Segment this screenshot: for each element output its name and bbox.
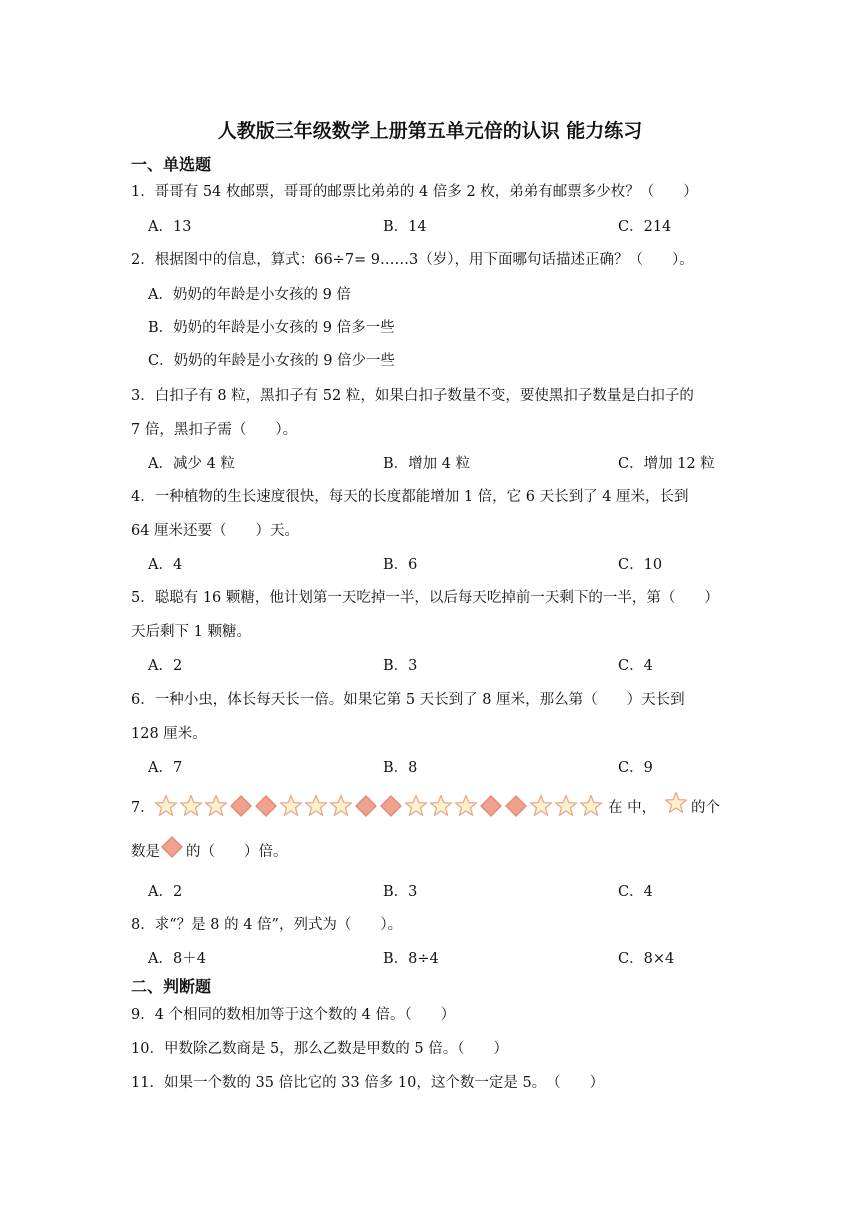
question-1-option-a: A．13 bbox=[148, 219, 192, 235]
question-5-option-c: C．4 bbox=[618, 658, 653, 674]
question-2-option-b: B．奶奶的年龄是小女孩的 9 倍多一些 bbox=[148, 320, 395, 336]
question-5-option-a: A．2 bbox=[148, 658, 183, 674]
question-4-stem-line-1: 4．一种植物的生长速度很快，每天的长度都能增加 1 倍，它 6 天长到了 4 厘米，长到 bbox=[131, 489, 689, 505]
question-10-stem: 10．甲数除乙数商是 5，那么乙数是甲数的 5 倍。（ ） bbox=[131, 1041, 508, 1057]
question-11-stem: 11．如果一个数的 35 倍比它的 33 倍多 10，这个数一定是 5。 （ ） bbox=[131, 1075, 605, 1091]
diamond-icon bbox=[379, 794, 403, 818]
question-8-option-c: C．8×4 bbox=[618, 951, 675, 967]
question-7-number: 7． bbox=[131, 800, 155, 816]
question-7-ge-text: 的个 bbox=[691, 800, 720, 816]
question-3-stem-line-1: 3．白扣子有 8 粒，黑扣子有 52 粒，如果白扣子数量不变，要使黑扣子数量是白扣子的 bbox=[131, 388, 694, 404]
question-7-in-text: 在 中， bbox=[608, 800, 657, 816]
diamond-icon bbox=[354, 794, 378, 818]
diamond-icon bbox=[229, 794, 253, 818]
star-icon bbox=[404, 794, 428, 818]
question-1-option-c: C．214 bbox=[618, 219, 672, 235]
star-icon bbox=[179, 794, 203, 818]
question-6-option-b: B．8 bbox=[383, 760, 418, 776]
star-icon bbox=[554, 794, 578, 818]
star-icon bbox=[304, 794, 328, 818]
question-7-option-c: C．4 bbox=[618, 884, 653, 900]
star-icon bbox=[579, 794, 603, 818]
question-2-option-a: A．奶奶的年龄是小女孩的 9 倍 bbox=[148, 287, 351, 303]
question-7-shape-row bbox=[154, 794, 604, 818]
diamond-icon bbox=[479, 794, 503, 818]
section-heading-true-false: 二、判断题 bbox=[131, 977, 212, 996]
question-8-option-a: A．8＋4 bbox=[148, 951, 206, 967]
question-6-option-a: A．7 bbox=[148, 760, 183, 776]
star-icon bbox=[329, 794, 353, 818]
diamond-icon bbox=[504, 794, 528, 818]
star-icon bbox=[204, 794, 228, 818]
page-title: 人教版三年级数学上册第五单元倍的认识 能力练习 bbox=[217, 120, 643, 142]
star-icon bbox=[279, 794, 303, 818]
question-6-stem-line-2: 128 厘米。 bbox=[131, 726, 207, 742]
question-3-stem-line-2: 7 倍，黑扣子需（ ）。 bbox=[131, 422, 298, 438]
question-3-option-b: B．增加 4 粒 bbox=[383, 456, 471, 472]
question-4-stem-line-2: 64 厘米还要（ ）天。 bbox=[131, 523, 300, 539]
question-4-option-c: C．10 bbox=[618, 557, 663, 573]
section-heading-single-choice: 一、单选题 bbox=[131, 155, 212, 174]
question-7-line2-prefix: 数是 bbox=[131, 844, 160, 860]
question-3-option-c: C．增加 12 粒 bbox=[618, 456, 715, 472]
question-4-option-a: A．4 bbox=[148, 557, 183, 573]
question-5-stem-line-2: 天后剩下 1 颗糖。 bbox=[131, 624, 251, 640]
question-1-stem: 1．哥哥有 54 枚邮票，哥哥的邮票比弟弟的 4 倍多 2 枚，弟弟有邮票多少枚？（ ） bbox=[131, 184, 698, 200]
question-6-option-c: C．9 bbox=[618, 760, 653, 776]
star-icon bbox=[454, 794, 478, 818]
diamond-icon bbox=[254, 794, 278, 818]
star-icon bbox=[529, 794, 553, 818]
question-9-stem: 9．4 个相同的数相加等于这个数的 4 倍。（ ） bbox=[131, 1007, 456, 1023]
question-5-option-b: B．3 bbox=[383, 658, 418, 674]
question-7-option-a: A．2 bbox=[148, 884, 183, 900]
question-1-option-b: B．14 bbox=[383, 219, 427, 235]
question-4-option-b: B．6 bbox=[383, 557, 418, 573]
star-icon bbox=[154, 794, 178, 818]
star-icon bbox=[429, 794, 453, 818]
star-icon bbox=[664, 791, 688, 815]
question-2-option-c: C．奶奶的年龄是小女孩的 9 倍少一些 bbox=[148, 353, 396, 369]
question-8-stem: 8．求“？是 8 的 4 倍”，列式为（ ）。 bbox=[131, 917, 403, 933]
question-5-stem-line-1: 5．聪聪有 16 颗糖，他计划第一天吃掉一半，以后每天吃掉前一天剩下的一半，第（ ） bbox=[131, 590, 719, 606]
question-3-option-a: A．减少 4 粒 bbox=[148, 456, 235, 472]
question-7-option-b: B．3 bbox=[383, 884, 418, 900]
question-7-line2-suffix: 的（ ）倍。 bbox=[186, 844, 288, 860]
question-2-stem: 2．根据图中的信息，算式：66÷7= 9……3（岁），用下面哪句话描述正确？（ ）。 bbox=[131, 252, 694, 268]
question-6-stem-line-1: 6．一种小虫，体长每天长一倍。如果它第 5 天长到了 8 厘米，那么第（ ）天长到 bbox=[131, 692, 685, 708]
diamond-icon bbox=[160, 835, 184, 859]
question-8-option-b: B．8÷4 bbox=[383, 951, 439, 967]
